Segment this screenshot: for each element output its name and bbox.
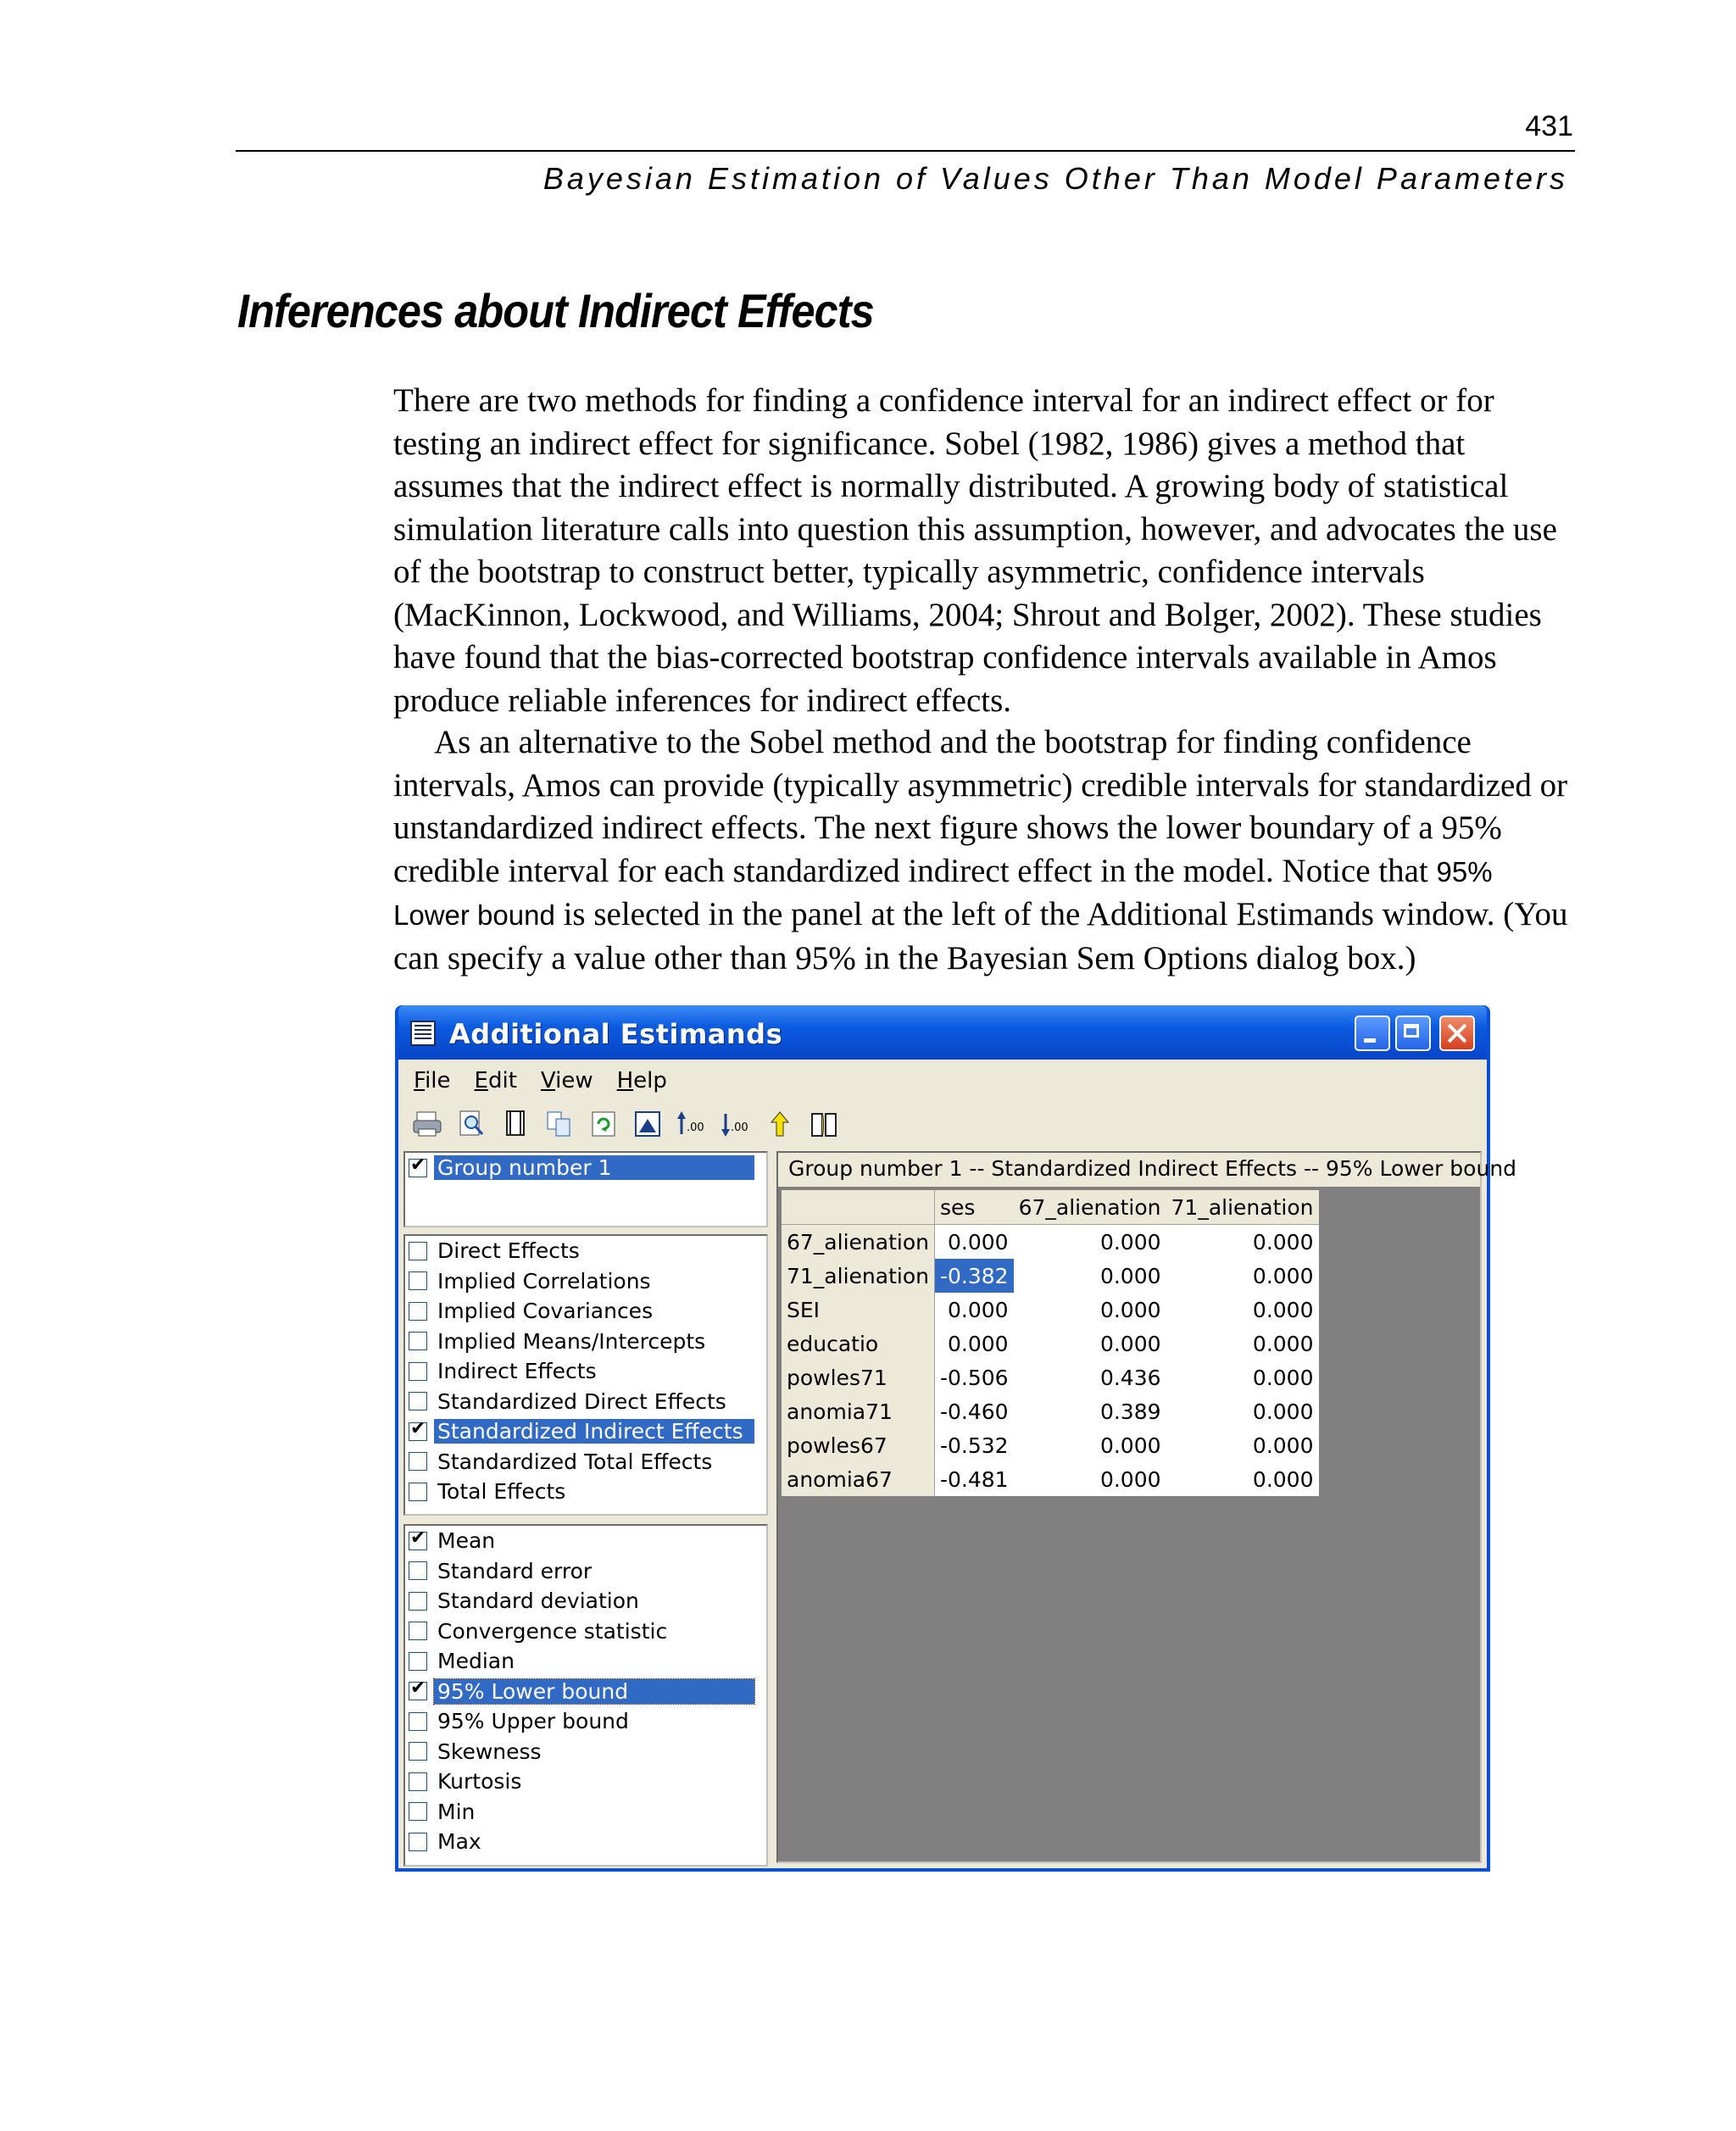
statistic-checkbox[interactable]: [409, 1742, 427, 1761]
statistic-checkbox[interactable]: [409, 1532, 427, 1550]
svg-text:.00: .00: [731, 1121, 748, 1134]
row-header[interactable]: anomia67: [782, 1462, 934, 1496]
menubar: [398, 1060, 1487, 1102]
results-table: [782, 1190, 1319, 1496]
statistic-row[interactable]: [405, 1677, 766, 1707]
statistic-row[interactable]: [405, 1737, 766, 1767]
estimand-checkbox[interactable]: [409, 1362, 427, 1381]
statistic-label: Min: [437, 1799, 476, 1824]
estimand-checkbox[interactable]: [409, 1242, 427, 1260]
toolbar: [398, 1102, 1487, 1146]
window-title: Additional Estimands: [449, 1018, 783, 1050]
statistic-label: Median: [437, 1649, 515, 1674]
table-cell[interactable]: 0.000: [1166, 1360, 1319, 1394]
table-cell[interactable]: 0.000: [1166, 1225, 1319, 1260]
statistic-checkbox[interactable]: [409, 1622, 427, 1640]
estimand-label: Implied Covariances: [437, 1299, 654, 1324]
group-checkbox[interactable]: [409, 1159, 427, 1177]
table-header-row: [782, 1190, 1319, 1225]
close-button[interactable]: [1439, 1015, 1475, 1051]
table-cell[interactable]: 0.000: [1166, 1394, 1319, 1428]
statistic-checkbox[interactable]: [409, 1592, 427, 1611]
statistic-row[interactable]: [405, 1827, 766, 1857]
statistic-row[interactable]: [405, 1616, 766, 1647]
table-cell[interactable]: 0.000: [934, 1293, 1013, 1327]
menu-file[interactable]: File: [414, 1068, 451, 1093]
statistic-row[interactable]: [405, 1526, 766, 1556]
running-head: Bayesian Estimation of Values Other Than Model Parameters: [542, 161, 1568, 196]
menu-edit[interactable]: Edit: [474, 1068, 517, 1093]
table-cell[interactable]: 0.000: [1166, 1259, 1319, 1293]
table-cell[interactable]: -0.532: [934, 1428, 1013, 1462]
statistic-row[interactable]: [405, 1797, 766, 1828]
help-book-icon[interactable]: [805, 1107, 843, 1141]
group-label: Group number 1: [434, 1155, 754, 1180]
column-header[interactable]: 71_alienation: [1166, 1190, 1319, 1225]
statistic-label: 95% Lower bound: [434, 1679, 754, 1704]
table-row: [782, 1360, 1319, 1394]
additional-estimands-window: [395, 1005, 1517, 1872]
page-setup-icon[interactable]: [497, 1107, 534, 1141]
estimand-row[interactable]: [405, 1477, 766, 1507]
window-titlebar[interactable]: [398, 1005, 1487, 1060]
statistic-checkbox[interactable]: [409, 1772, 427, 1791]
table-cell[interactable]: 0.000: [1166, 1327, 1319, 1360]
table-row: [782, 1462, 1319, 1496]
estimand-checkbox[interactable]: [409, 1302, 427, 1321]
estimand-label: Standardized Direct Effects: [437, 1388, 726, 1414]
table-cell[interactable]: 0.000: [1014, 1327, 1166, 1360]
estimand-row[interactable]: [405, 1236, 766, 1266]
paragraph-2-text-a: As an alternative to the Sobel method and the bootstrap for finding confidence intervals, Amos can provide (typically asymmetric) credible intervals for standardized or unstandardized indirect effects. The next figure shows the lower boundary of a 95% credible interval for each standardized indirect effect in the model. Notice that: [393, 724, 1568, 889]
statistic-row[interactable]: [405, 1646, 766, 1677]
statistic-row[interactable]: [405, 1556, 766, 1587]
estimand-row[interactable]: [405, 1327, 766, 1357]
table-cell[interactable]: 0.000: [1014, 1428, 1166, 1462]
window-client: [398, 1060, 1517, 1868]
table-row: [782, 1327, 1319, 1360]
statistic-label: Kurtosis: [437, 1769, 522, 1794]
table-row: [782, 1293, 1319, 1327]
copy-icon[interactable]: [541, 1107, 578, 1141]
table-cell[interactable]: 0.000: [934, 1225, 1013, 1260]
estimand-row[interactable]: [405, 1266, 766, 1297]
statistic-label: Max: [437, 1829, 481, 1855]
table-title: Group number 1 -- Standardized Indirect Effects -- 95% Lower bound: [778, 1153, 1480, 1187]
group-list: [403, 1151, 768, 1227]
page-number: 431: [1525, 110, 1573, 142]
statistic-checkbox[interactable]: [409, 1652, 427, 1671]
statistic-row[interactable]: [405, 1706, 766, 1737]
increase-decimals-icon[interactable]: [673, 1107, 710, 1141]
statistic-list: [403, 1524, 768, 1867]
column-header[interactable]: ses: [934, 1190, 1013, 1225]
refresh-icon[interactable]: [585, 1107, 622, 1141]
statistic-label: Mean: [437, 1528, 496, 1554]
row-header[interactable]: SEI: [782, 1293, 934, 1327]
estimand-row[interactable]: [405, 1416, 766, 1447]
table-cell[interactable]: 0.000: [934, 1327, 1013, 1360]
table-cell[interactable]: -0.506: [934, 1360, 1013, 1394]
estimand-label: Implied Correlations: [437, 1268, 651, 1294]
estimand-row[interactable]: [405, 1387, 766, 1417]
options-icon[interactable]: [629, 1107, 666, 1141]
statistic-label: Skewness: [437, 1739, 542, 1764]
estimand-label: Direct Effects: [437, 1238, 580, 1264]
estimand-checkbox[interactable]: [409, 1422, 427, 1441]
estimand-checkbox[interactable]: [409, 1271, 427, 1290]
estimand-checkbox[interactable]: [409, 1332, 427, 1350]
estimands-panel: [403, 1151, 768, 1863]
estimand-row[interactable]: [405, 1356, 766, 1387]
group-row[interactable]: [405, 1153, 766, 1183]
decrease-decimals-icon[interactable]: [717, 1107, 754, 1141]
column-header[interactable]: 67_alienation: [1014, 1190, 1166, 1225]
statistic-row[interactable]: [405, 1586, 766, 1616]
table-cell[interactable]: 0.000: [1166, 1293, 1319, 1327]
row-header[interactable]: educatio: [782, 1327, 934, 1360]
table-cell[interactable]: 0.000: [1014, 1462, 1166, 1496]
results-pane: [776, 1151, 1517, 1863]
estimand-row[interactable]: [405, 1296, 766, 1327]
table-icon: [410, 1021, 436, 1046]
table-cell-selected[interactable]: -0.382: [934, 1259, 1013, 1293]
row-header[interactable]: powles71: [782, 1360, 934, 1394]
paragraph-2: [393, 721, 1575, 980]
table-row: [782, 1225, 1319, 1260]
estimand-label: Indirect Effects: [437, 1359, 597, 1384]
table-cell[interactable]: 0.000: [1166, 1462, 1319, 1496]
statistic-checkbox[interactable]: [409, 1833, 427, 1851]
estimand-row[interactable]: [405, 1447, 766, 1477]
paragraph-2-text-b: is selected in the panel at the left of the Additional Estimands window. (You can specify a value other than 95% in the Bayesian Sem Options dialog box.): [393, 896, 1568, 976]
up-one-level-icon[interactable]: [761, 1107, 798, 1141]
menu-view[interactable]: View: [540, 1068, 593, 1093]
estimand-checkbox[interactable]: [409, 1483, 427, 1501]
estimand-label: Total Effects: [437, 1479, 566, 1505]
statistic-label: 95% Upper bound: [437, 1709, 629, 1734]
table-cell[interactable]: 0.000: [1014, 1225, 1166, 1260]
row-header[interactable]: anomia71: [782, 1394, 934, 1428]
svg-text:.00: .00: [687, 1121, 704, 1134]
minimize-button[interactable]: [1355, 1015, 1390, 1051]
statistic-checkbox[interactable]: [409, 1561, 427, 1580]
table-row: [782, 1428, 1319, 1462]
row-header[interactable]: powles67: [782, 1428, 934, 1462]
estimand-label: Implied Means/Intercepts: [437, 1328, 706, 1354]
print-icon[interactable]: [409, 1107, 446, 1141]
row-header[interactable]: 71_alienation: [782, 1259, 934, 1293]
estimand-list: [403, 1234, 768, 1516]
statistic-row[interactable]: [405, 1767, 766, 1797]
statistic-checkbox[interactable]: [409, 1712, 427, 1731]
print-preview-icon[interactable]: [453, 1107, 490, 1141]
estimand-label: Standardized Total Effects: [437, 1449, 713, 1474]
statistic-checkbox[interactable]: [409, 1802, 427, 1821]
row-header[interactable]: 67_alienation: [782, 1225, 934, 1260]
statistic-label: Convergence statistic: [437, 1618, 668, 1644]
table-cell[interactable]: 0.436: [1014, 1360, 1166, 1394]
table-row: [782, 1259, 1319, 1293]
paragraph-2-term: 95% Lower bound: [393, 855, 1493, 931]
statistic-label: Standard error: [437, 1558, 593, 1583]
statistic-checkbox[interactable]: [409, 1682, 427, 1700]
table-corner: [782, 1190, 934, 1225]
section-title: Inferences about Indirect Effects: [237, 284, 874, 337]
table-cell[interactable]: -0.481: [934, 1462, 1013, 1496]
table-cell[interactable]: -0.460: [934, 1394, 1013, 1428]
table-cell[interactable]: 0.000: [1166, 1428, 1319, 1462]
estimand-label: Standardized Indirect Effects: [434, 1419, 754, 1444]
table-cell[interactable]: 0.000: [1014, 1293, 1166, 1327]
estimand-checkbox[interactable]: [409, 1452, 427, 1471]
header-rule: [236, 150, 1575, 152]
estimand-checkbox[interactable]: [409, 1392, 427, 1410]
maximize-button[interactable]: [1395, 1015, 1431, 1051]
statistic-label: Standard deviation: [437, 1589, 639, 1614]
table-row: [782, 1394, 1319, 1428]
table-cell[interactable]: 0.389: [1014, 1394, 1166, 1428]
paragraph-1: There are two methods for finding a confidence interval for an indirect effect or for testing an indirect effect for significance. Sobel (1982, 1986) gives a method that assumes that the indirect effect is normally distributed. A growing body of statistical simulation literature calls into question this assumption, however, and advocates the use of the bootstrap to construct better, typically asymmetric, confidence intervals (MacKinnon, Lockwood, and Williams, 2004; Shrout and Bolger, 2002). These studies have found that the bias-corrected bootstrap confidence intervals available in Amos produce reliable inferences for indirect effects.: [393, 382, 1557, 719]
table-cell[interactable]: 0.000: [1014, 1259, 1166, 1293]
menu-help[interactable]: Help: [616, 1068, 667, 1093]
